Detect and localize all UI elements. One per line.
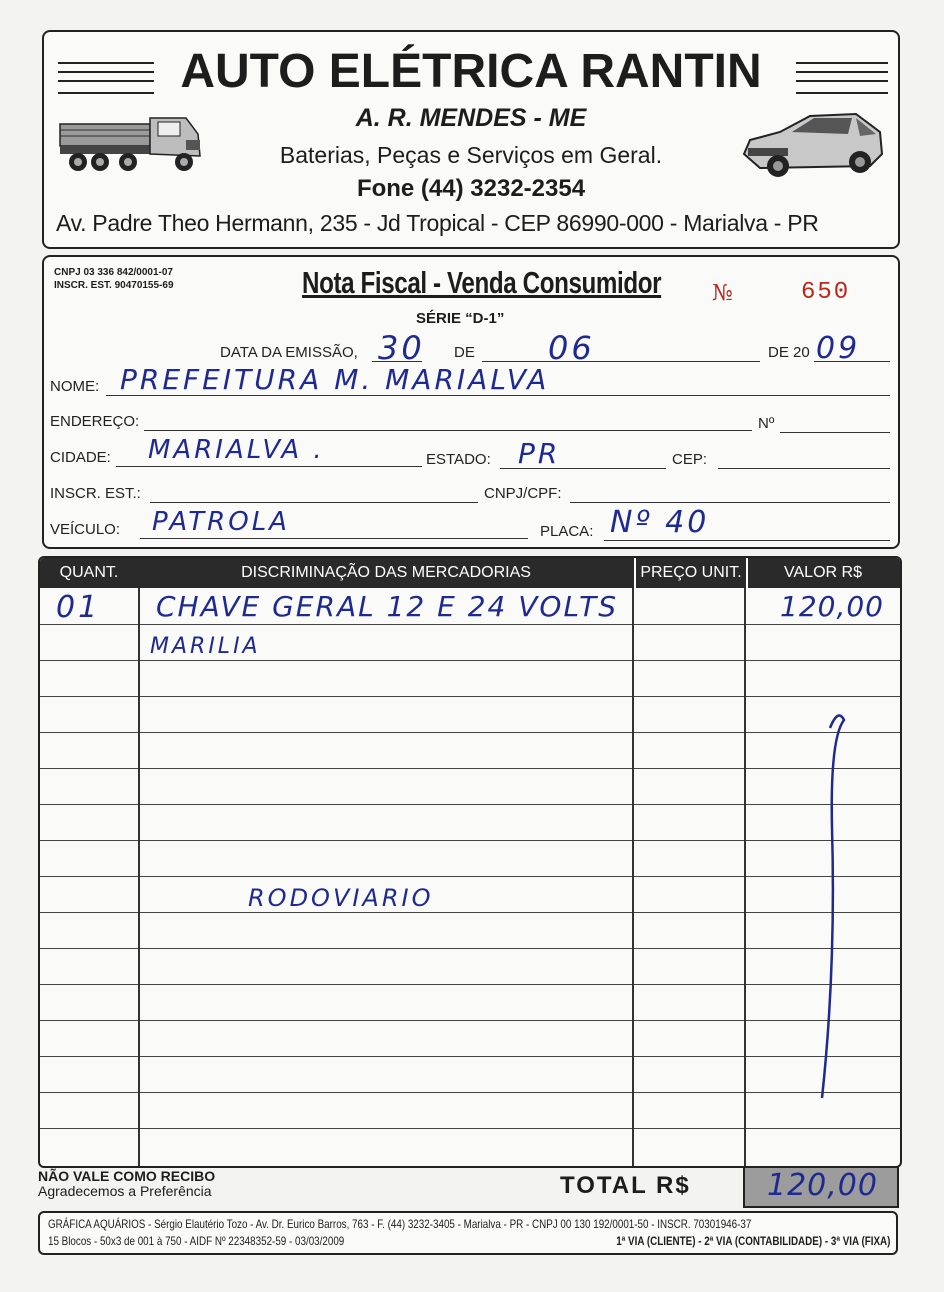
table-grid: [40, 588, 900, 1166]
date-year-label: DE 20: [768, 344, 810, 361]
print-info: 15 Blocos - 50x3 de 001 à 750 - AIDF Nº 22348352-59 - 03/03/2009: [48, 1234, 345, 1248]
form-title: Nota Fiscal - Venda Consumidor: [302, 265, 662, 300]
plate-label: PLACA:: [540, 523, 594, 540]
vehicle-label: VEÍCULO:: [50, 521, 121, 538]
sports-car-icon: [740, 104, 886, 184]
inscr-est-field[interactable]: [150, 502, 478, 503]
row-1-quantity[interactable]: 01: [56, 590, 101, 625]
name-label: NOME:: [50, 378, 100, 395]
cep-label: CEP:: [672, 451, 708, 468]
cnpj-cpf-label: CNPJ/CPF:: [484, 485, 562, 502]
table-header: [40, 558, 900, 588]
address-number-field[interactable]: [780, 432, 890, 433]
row-2-description[interactable]: MARILIA: [150, 634, 261, 659]
date-day[interactable]: 30: [378, 329, 425, 367]
address-field[interactable]: [144, 430, 752, 431]
vehicle[interactable]: PATROLA: [152, 507, 290, 537]
plate[interactable]: Nº 40: [610, 505, 710, 540]
strike-stroke: [800, 708, 860, 1108]
address-line: Av. Padre Theo Hermann, 235 - Jd Tropical - CEP 86990-000 - Marialva - PR: [56, 210, 819, 236]
city[interactable]: MARIALVA .: [148, 435, 325, 465]
company-name: AUTO ELÉTRICA RANTIN: [180, 45, 762, 98]
total-label: TOTAL R$: [560, 1172, 691, 1199]
series: SÉRIE “D-1”: [416, 310, 505, 327]
inscr-est: INSCR. EST. 90470155-69: [54, 280, 174, 291]
printer-line: GRÁFICA AQUÁRIOS - Sérgio Elautério Tozo - Av. Dr. Eurico Barros, 763 - F. (44) 3232-3405 - Marialva - PR - CNPJ 00 130 192/0001-50 - INSCR. 70301946-37: [48, 1217, 752, 1231]
annotation-rodoviario[interactable]: RODOVIARIO: [248, 884, 434, 912]
header-unit-price: PREÇO UNIT.: [634, 558, 748, 588]
not-receipt-notice: NÃO VALE COMO RECIBO: [38, 1168, 216, 1184]
address-number-label: Nº: [758, 415, 775, 432]
city-label: CIDADE:: [50, 449, 111, 466]
phone: Fone (44) 3232-2354: [356, 175, 586, 202]
owner-name: A. R. MENDES - ME: [355, 104, 587, 132]
date-year[interactable]: 09: [816, 331, 861, 366]
company-header: [42, 30, 900, 249]
state[interactable]: PR: [518, 437, 561, 470]
header-description: DISCRIMINAÇÃO DAS MERCADORIAS: [241, 564, 531, 581]
thanks-message: Agradecemos a Preferência: [38, 1183, 212, 1199]
state-label: ESTADO:: [426, 451, 491, 468]
truck-icon: [58, 110, 208, 180]
customer-name[interactable]: PREFEITURA M. MARIALVA: [120, 363, 550, 396]
tagline: Baterias, Peças e Serviços em Geral.: [279, 142, 663, 168]
cnpj: CNPJ 03 336 842/0001-07: [54, 267, 173, 278]
date-month[interactable]: 06: [548, 329, 595, 367]
date-of-label: DE: [454, 344, 475, 361]
cep-field[interactable]: [718, 468, 890, 469]
row-1-description[interactable]: CHAVE GERAL 12 E 24 VOLTS: [156, 590, 619, 623]
total-box: [743, 1166, 899, 1208]
number-symbol: №: [712, 281, 733, 306]
invoice-number: 650: [801, 279, 851, 306]
header-quantity: QUANT.: [59, 564, 119, 581]
items-table: [38, 556, 902, 1168]
cnpj-cpf-field[interactable]: [570, 502, 890, 503]
inscr-est-label: INSCR. EST.:: [50, 485, 141, 502]
address-label: ENDEREÇO:: [50, 413, 140, 430]
total-value[interactable]: 120,00: [767, 1168, 878, 1203]
customer-info-form: [42, 255, 900, 549]
printer-info: [38, 1211, 898, 1255]
header-value: VALOR R$: [784, 564, 862, 581]
copies-info: 1ª VIA (CLIENTE) - 2ª VIA (CONTABILIDADE) - 3ª VIA (FIXA): [615, 1234, 890, 1248]
date-label: DATA DA EMISSÃO,: [220, 344, 358, 361]
row-1-value[interactable]: 120,00: [780, 590, 884, 623]
